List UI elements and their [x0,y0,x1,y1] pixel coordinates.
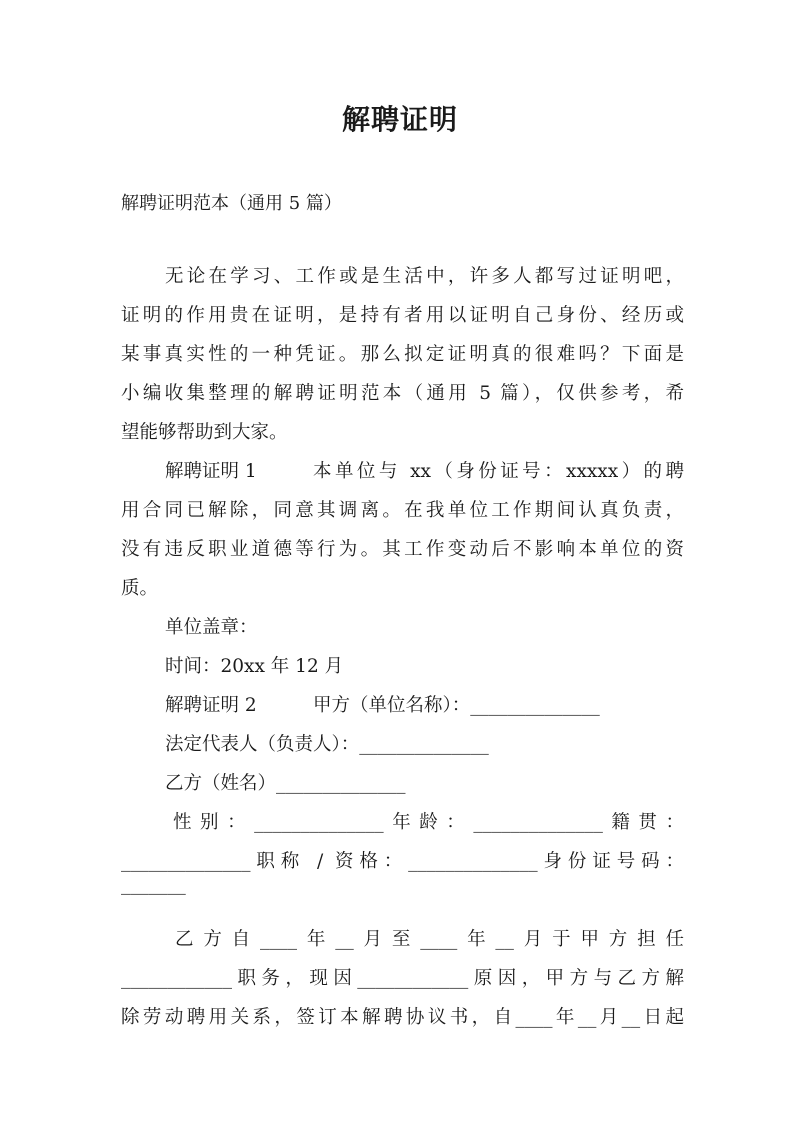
body-line: 除劳动聘用关系，签订本解聘协议书，自____年__月__日起 [121,1007,684,1028]
intro-line: 某事真实性的一种凭证。那么拟定证明真的很难吗？下面是 [121,344,684,365]
info-line: ______________职称 / 资格：______________身份证号码： [121,851,684,872]
sample1-line: 用合同已解除，同意其调离。在我单位工作期间认真负责， [121,500,684,521]
legal-rep-line: 法定代表人（负责人）：______________ [165,734,489,755]
sample1-label: 解聘证明 1 [165,461,257,482]
sample2-label: 解聘证明 2 [165,695,257,716]
intro-line: 望能够帮助到大家。 [121,422,288,443]
document-subtitle: 解聘证明范本（通用 5 篇） [121,193,342,214]
body-line: ____________职务，现因____________原因，甲方与乙方解 [121,968,684,989]
intro-line: 无论在学习、工作或是生活中，许多人都写过证明吧， [165,266,684,287]
sample1-line: 本单位与 xx（身份证号：xxxxx）的聘 [313,461,684,482]
sample1-line: 没有违反职业道德等行为。其工作变动后不影响本单位的资 [121,539,684,560]
seal-line: 单位盖章： [165,617,258,638]
intro-line: 小编收集整理的解聘证明范本（通用 5 篇），仅供参考，希 [121,383,684,404]
sample1-line: 质。 [121,578,159,599]
intro-line: 证明的作用贵在证明，是持有者用以证明自己身份、经历或 [121,305,684,326]
party-b-line: 乙方（姓名）______________ [165,773,406,794]
party-a-line: 甲方（单位名称）：______________ [313,695,600,716]
time-line: 时间：20xx 年 12 月 [165,656,344,677]
info-line: 性别：______________年龄：______________籍贯： [173,812,684,833]
info-line: _______ [121,874,186,895]
body-line: 乙方自____年__月至____年__月于甲方担任 [175,929,684,950]
document-title: 解聘证明 [341,103,458,136]
